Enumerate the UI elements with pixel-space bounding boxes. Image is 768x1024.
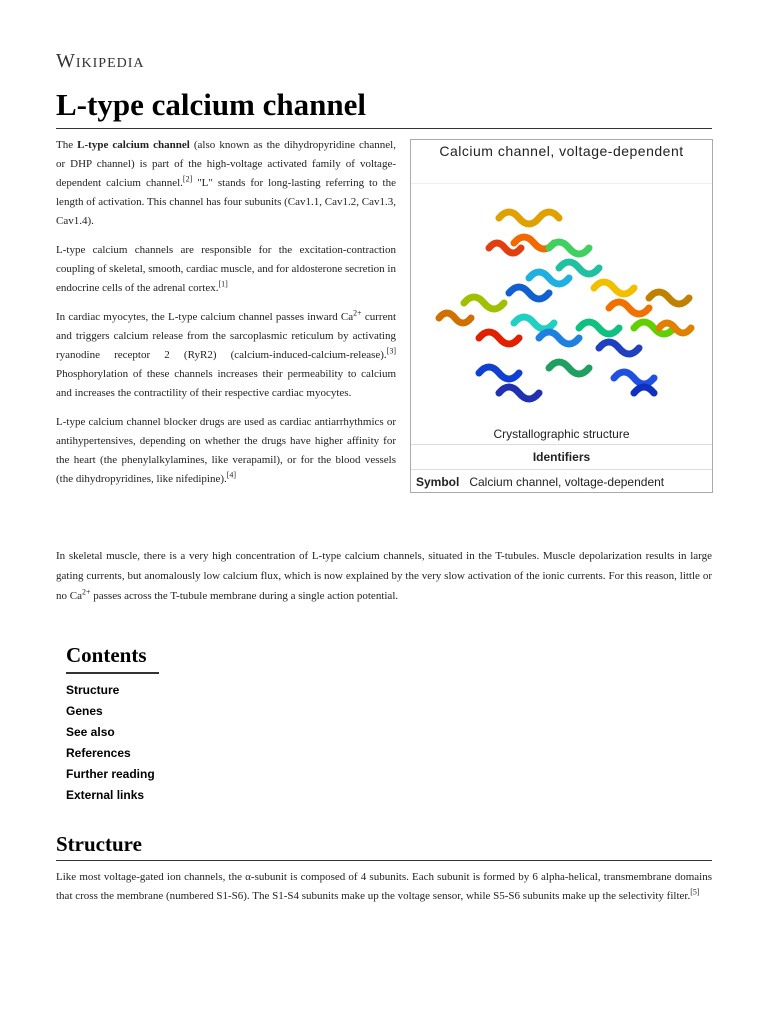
table-of-contents bbox=[66, 643, 159, 806]
section-heading-structure: Structure bbox=[56, 832, 712, 861]
toc-item-external-links[interactable]: External links bbox=[66, 788, 145, 802]
citation-link[interactable]: [5] bbox=[690, 887, 700, 897]
lead-paragraph: L-type calcium channels are responsible for the excitation-contraction coupling of skeletal, smooth, cardiac muscle, and for aldosterone secretion in endocrine cells of the adrenal cortex.[1] bbox=[56, 244, 396, 294]
lead-paragraph: In cardiac myocytes, the L-type calcium channel passes inward $Ca^{2+}$ current and triggers calcium release from the sarcoplasmic reticulum by activating ryanodine receptor 2 (RyR2) (calcium-induced-calcium-release).[3] Phosphorylation of these channels increases their permeability to calcium and increases the contractility of their respective cardiac myocytes. bbox=[56, 308, 397, 399]
toc-title: Contents bbox=[66, 643, 159, 674]
bold-term: L-type calcium channel bbox=[77, 139, 190, 151]
infobox-section-header: Identifiers bbox=[411, 444, 712, 469]
toc-item-references[interactable]: References bbox=[66, 746, 131, 760]
page-title: L-type calcium channel bbox=[56, 86, 712, 129]
infobox bbox=[410, 139, 713, 493]
infobox-row bbox=[411, 469, 712, 494]
toc-item-structure[interactable]: Structure bbox=[66, 683, 120, 697]
protein-structure-image[interactable] bbox=[419, 188, 705, 420]
infobox-title: Calcium channel, voltage-dependent bbox=[439, 143, 684, 159]
infobox-caption: Crystallographic structure bbox=[493, 427, 630, 441]
citation-link[interactable]: [2] bbox=[182, 174, 193, 184]
lead-paragraph: The L-type calcium channel (also known as the dihydropyridine channel, or DHP channel) is part of the high-voltage activated family of voltage-dependent calcium channel.[2] "L" stands for long-lasting referring to the length of activation. This channel has four subunits (Cav1.1, Cav1.2, Cav1.3, Cav1.4). bbox=[56, 139, 396, 227]
citation-link[interactable]: [4] bbox=[226, 470, 237, 480]
citation-link[interactable]: [3] bbox=[386, 346, 396, 356]
lead-paragraph: L-type calcium channel blocker drugs are used as cardiac antiarrhythmics or antihypertensives, depending on whether the drugs have higher affinity for the heart (the phenylalkylamines, like verapamil), or for the blood vessels (the dihydropyridines, like nifedipine).[4] bbox=[56, 416, 396, 485]
infobox-row-value: Calcium channel, voltage-dependent bbox=[469, 475, 665, 489]
wikipedia-logo[interactable]: Wikipedia bbox=[56, 50, 145, 72]
structure-paragraph: Like most voltage-gated ion channels, the α-subunit is composed of 4 subunits. Each subunit is formed by 6 alpha-helical, transmembrane domains that cross the membrane (numbered S1-S6). The S1-S4 subunits make up the voltage sensor, while S5-S6 subunits make up the selectivity filter.[5] bbox=[56, 871, 712, 902]
infobox-row-key: Symbol bbox=[416, 475, 460, 489]
toc-item-genes[interactable]: Genes bbox=[66, 704, 103, 718]
infobox-image[interactable] bbox=[411, 183, 712, 424]
lead-section bbox=[56, 136, 396, 499]
skeletal-paragraph: In skeletal muscle, there is a very high concentration of L-type calcium channels, situated in the T-tubules. Muscle depolarization results in large gating currents, but anomalously low calcium flux, which is now explained by the very slow activation of the ionic currents. For this reason, little or no $Ca^{2+}$ passes across the T-tubule membrane during a single action potential. bbox=[56, 550, 712, 602]
citation-link[interactable]: [1] bbox=[218, 279, 228, 289]
toc-item-see-also[interactable]: See also bbox=[66, 725, 115, 739]
toc-item-further-reading[interactable]: Further reading bbox=[66, 767, 155, 781]
